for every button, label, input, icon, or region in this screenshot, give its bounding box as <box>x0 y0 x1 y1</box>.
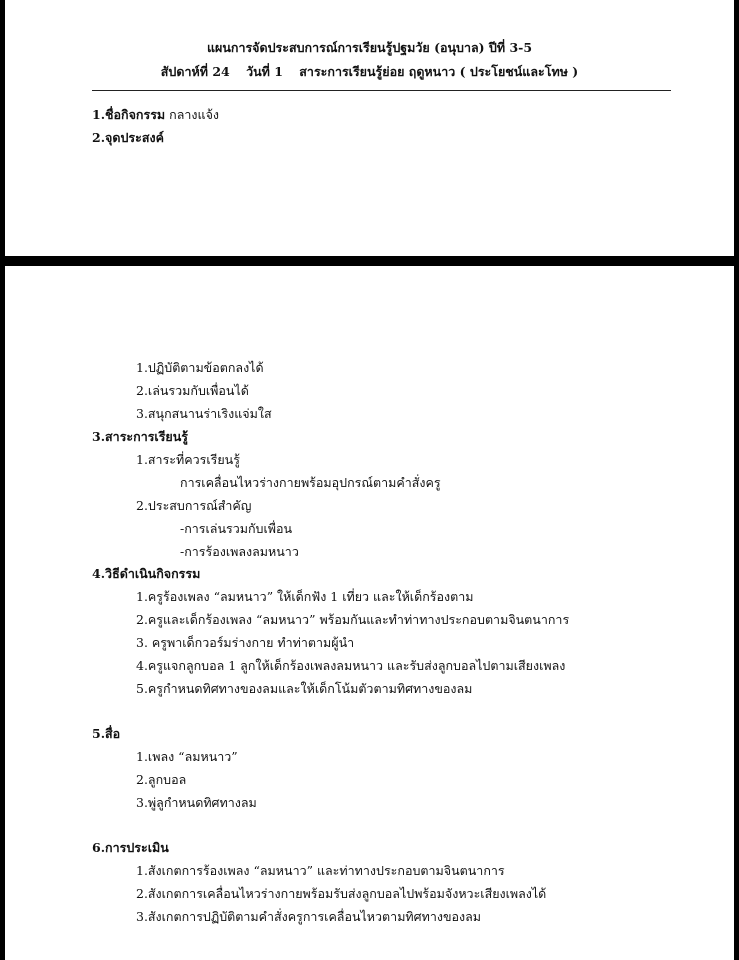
procedure-step: 4.ครูแจกลูกบอล 1 ลูกให้เด็กร้องเพลงลมหนาว และรับส่งลูกบอลไปตามเสียงเพลง <box>136 658 566 673</box>
media-item: 3.พู่ลูกำหนดทิศทางลม <box>136 795 257 810</box>
content-sub1: 1.สาระที่ควรเรียนรู้ <box>136 452 240 467</box>
content-heading: 3.สาระการเรียนรู้ <box>92 429 188 444</box>
objective-item: 1.ปฏิบัติตามข้อตกลงได้ <box>136 360 264 375</box>
content-sub2-item: -การร้องเพลงลมหนาว <box>180 544 299 559</box>
activity-line <box>92 107 219 123</box>
document-page-1 <box>5 0 734 256</box>
objectives-heading: 2.จุดประสงค์ <box>92 130 164 145</box>
evaluation-item: 2.สังเกตการเคลื่อนไหวร่างกายพร้อมรับส่งลูกบอลไปพร้อมจังหวะเสียงเพลงได้ <box>136 886 547 901</box>
procedure-step: 3. ครูพาเด็กวอร์มร่างกาย ทำท่าตามผู้นำ <box>136 635 355 650</box>
content-sub2-item: -การเล่นรวมกับเพื่อน <box>180 521 293 536</box>
header-divider <box>92 90 671 91</box>
objective-item: 3.สนุกสนานร่าเริงแจ่มใส <box>136 406 272 421</box>
content-sub2: 2.ประสบการณ์สำคัญ <box>136 498 252 513</box>
media-item: 1.เพลง “ลมหนาว” <box>136 749 238 764</box>
day-label: วันที่ 1 <box>246 64 283 79</box>
document-title: แผนการจัดประสบการณ์การเรียนรู้ปฐมวัย (อนุบาล) ปีที่ 3-5 <box>206 40 533 55</box>
evaluation-item: 3.สังเกตการปฏิบัติตามคำสั่งครูการเคลื่อนไหวตามทิศทางของลม <box>136 909 482 924</box>
procedure-step: 5.ครูกำหนดทิศทางของลมและให้เด็กโน้มตัวตามทิศทางของลม <box>136 681 473 696</box>
procedure-step: 1.ครูร้องเพลง “ลมหนาว” ให้เด็กฟัง 1 เที่ยว และให้เด็กร้องตาม <box>136 589 474 604</box>
evaluation-item: 1.สังเกตการร้องเพลง “ลมหนาว” และท่าทางประกอบตามจินตนาการ <box>136 863 505 878</box>
procedure-step: 2.ครูและเด็กร้องเพลง “ลมหนาว” พร้อมกันและทำท่าทางประกอบตามจินตนาการ <box>136 612 570 627</box>
document-subtitle <box>5 62 734 82</box>
activity-label: 1.ชื่อกิจกรรม <box>92 107 166 122</box>
media-item: 2.ลูกบอล <box>136 772 187 787</box>
activity-name: กลางแจ้ง <box>169 107 219 122</box>
media-heading: 5.สื่อ <box>92 726 121 741</box>
procedure-heading: 4.วิธีดำเนินกิจกรรม <box>92 566 201 581</box>
topic-label: สาระการเรียนรู้ย่อย ฤดูหนาว ( ประโยชน์และโทษ ) <box>299 64 579 79</box>
evaluation-heading: 6.การประเมิน <box>92 840 169 855</box>
document-page-2 <box>5 266 734 960</box>
objective-item: 2.เล่นรวมกับเพื่อนได้ <box>136 383 249 398</box>
week-label: สัปดาห์ที่ 24 <box>160 64 230 79</box>
content-sub1-detail: การเคลื่อนไหวร่างกายพร้อมอุปกรณ์ตามคำสั่งครู <box>180 475 441 490</box>
